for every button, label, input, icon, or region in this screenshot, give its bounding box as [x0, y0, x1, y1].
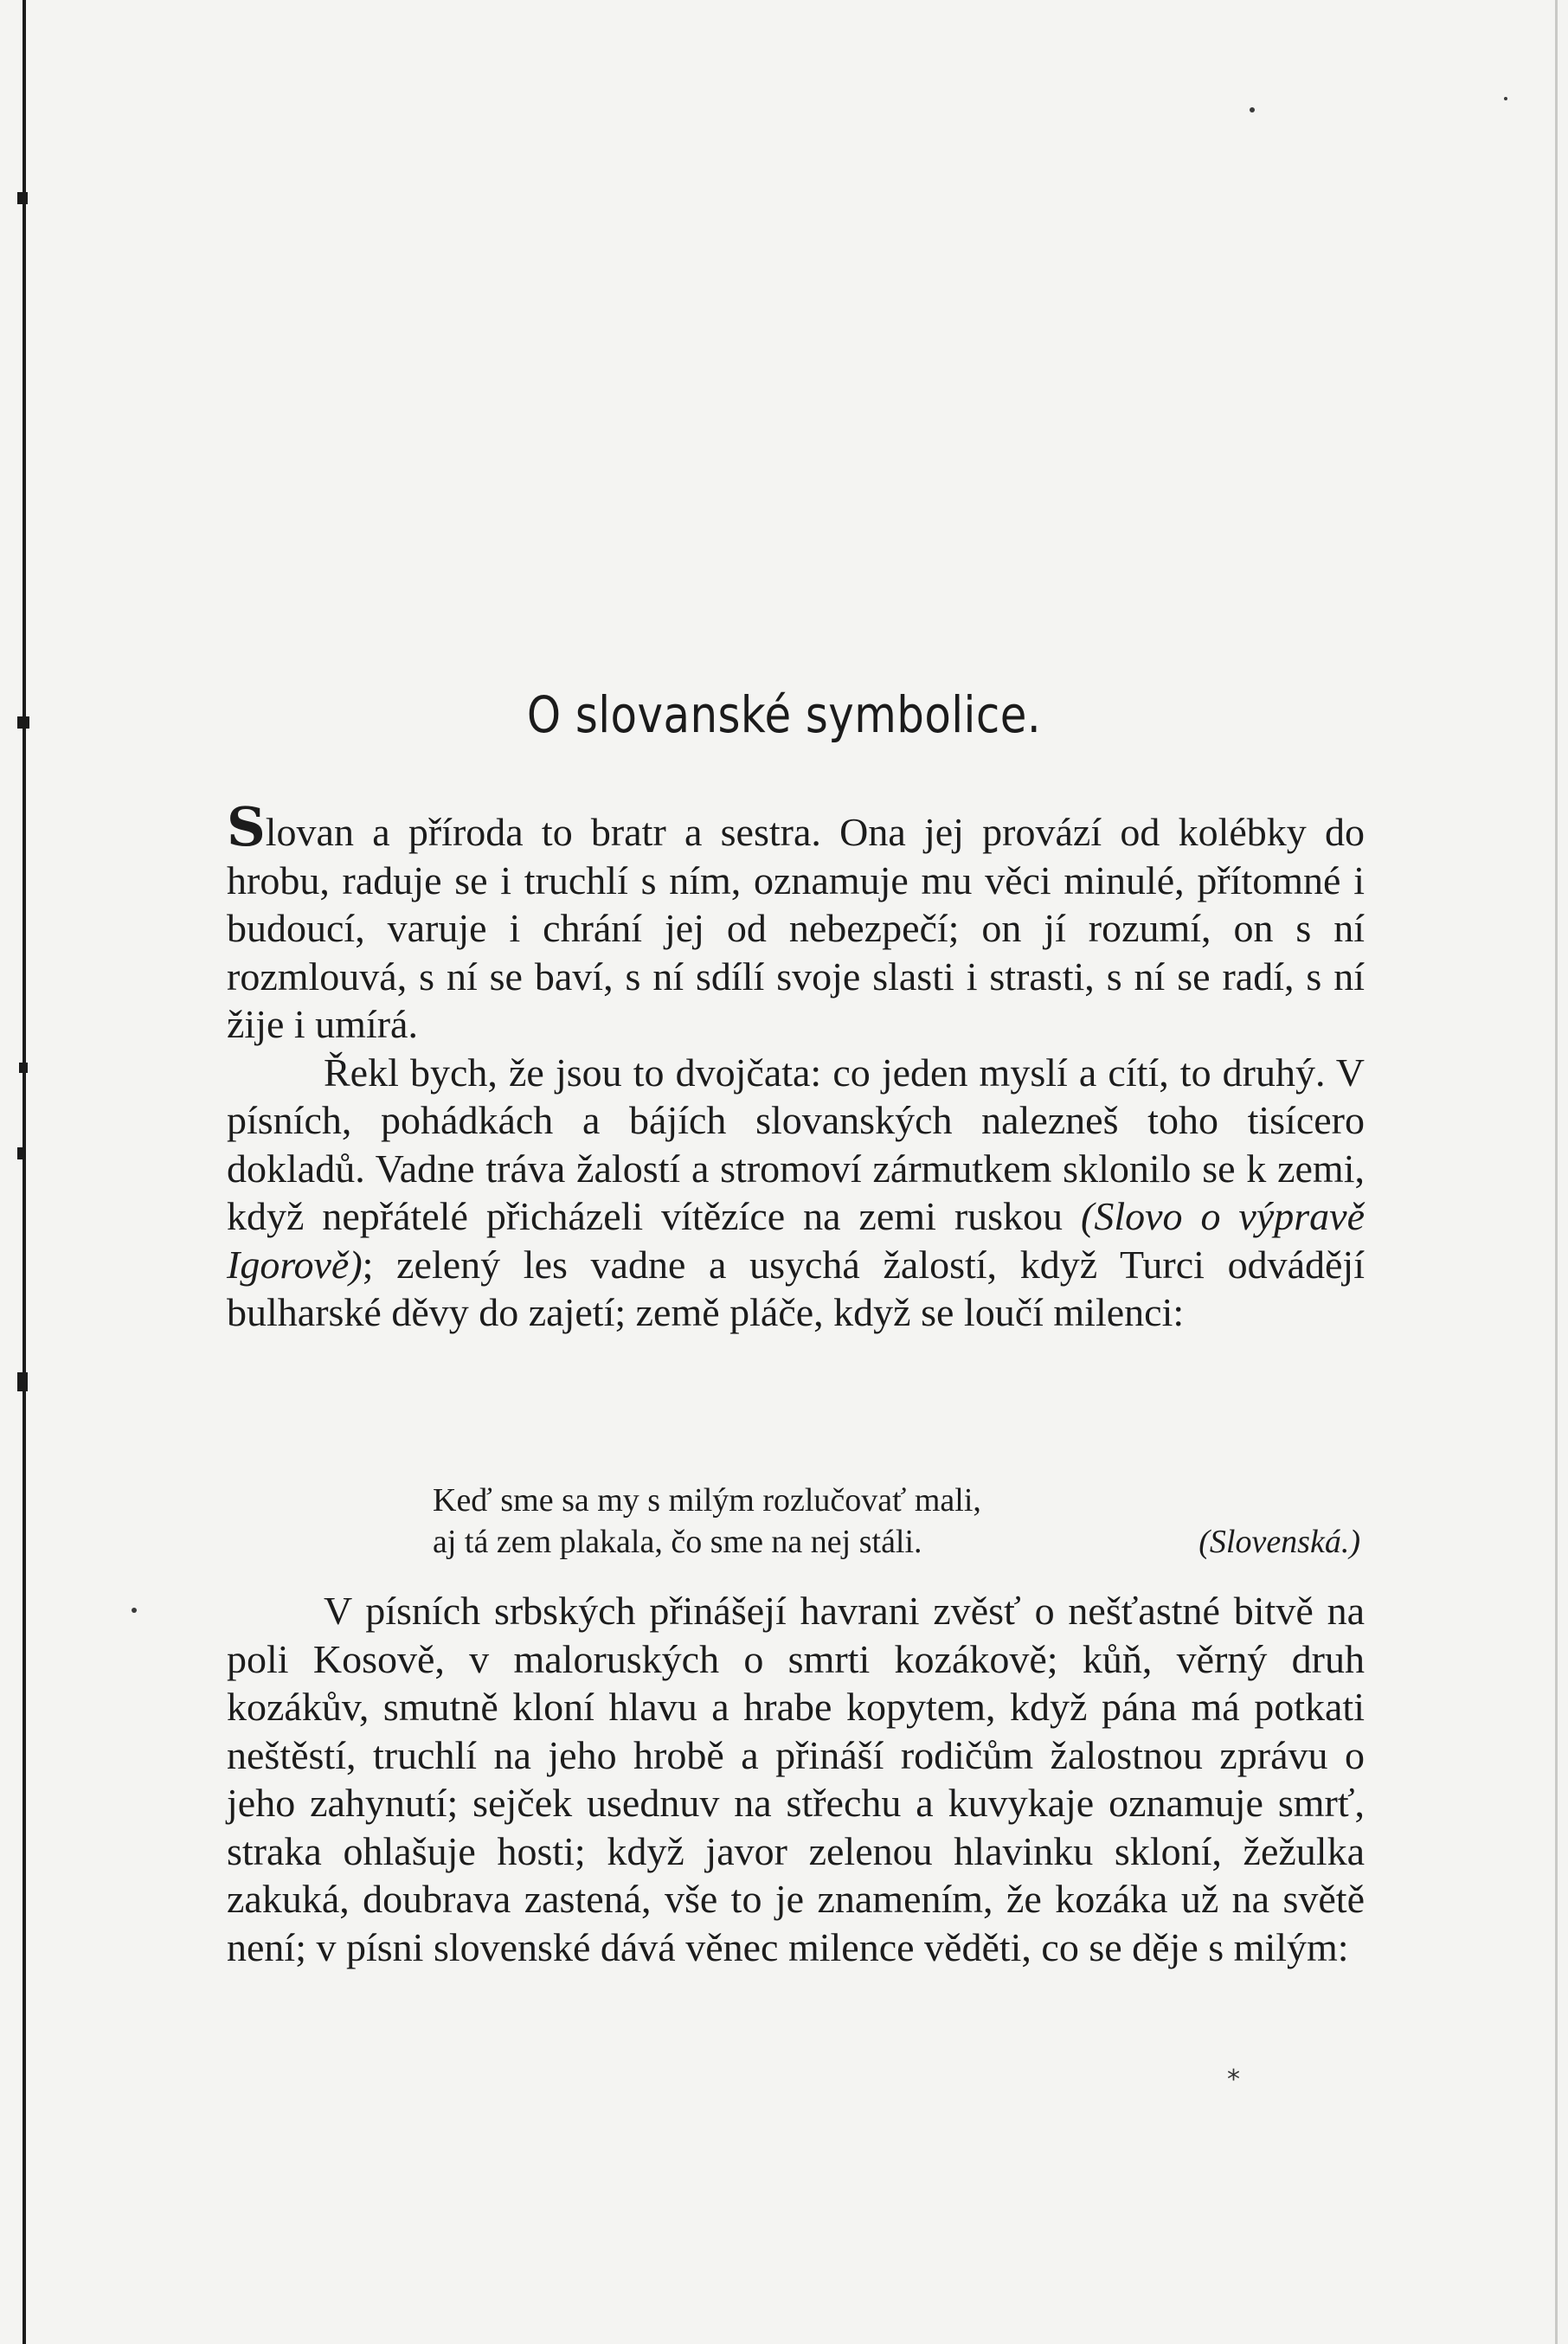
speck [1504, 97, 1507, 100]
paragraph-2 [227, 1049, 1365, 1337]
body-text-upper [227, 795, 1365, 1337]
paragraph-1-text: lovan a příroda to bratr a sestra. Ona jej provází od kolébky do hrobu, raduje se i truchlí s ním, oznamuje mu věci minulé, přítomné i budoucí, varuje i chrání jej od nebezpečí; on jí rozumí, on s ní rozmlouvá, s ní se baví, s ní sdílí svoje slasti i strasti, s ní se radí, s ní žije i umírá. [227, 810, 1365, 1046]
binding-mark [19, 1063, 28, 1073]
page-title: O slovanské symbolice. [526, 685, 1042, 744]
paragraph-2-text-before: Řekl bych, že jsou to dvojčata: co jeden myslí a cítí, to druhý. V písních, pohádkách a bájích slovanských nalezneš toho tisícero dokladů. Vadne tráva žalostí a stromoví zármutkem sklonilo se k zemi, když nepřátelé přicházeli vítězíce na zemi ruskou [227, 1050, 1365, 1238]
verse-source: (Slovenská.) [1198, 1524, 1360, 1560]
footer-asterisk: * [1227, 2065, 1240, 2095]
speck [132, 1608, 137, 1613]
citation: (Slovo o výpravě Igorově) [227, 1194, 1365, 1287]
verse-line-2-text: aj tá zem plakala, čo sme na nej stáli. [433, 1524, 922, 1560]
verse-block [433, 1480, 1367, 1563]
binding-mark [17, 1372, 28, 1391]
verse-line-2 [433, 1521, 1367, 1563]
body-text-lower [227, 1587, 1365, 1971]
binding-edge [22, 0, 26, 2344]
paragraph-3: V písních srbských přinášejí havrani zvěsť o nešťastné bitvě na poli Kosově, v maloruských o smrti kozákově; kůň, věrný druh kozákův, smutně kloní hlavu a hrabe kopytem, když pána má potkati neštěstí, truchlí na jeho hrobě a přináší rodičům žalostnou zprávu o jeho zahynutí; sejček usednuv na střechu a kuvykaje oznamuje smrť, straka ohlašuje hosti; když javor zelenou hlavinku skloní, žežulka zakuká, doubrava zastená, vše to je znamením, že kozáka už na světě není; v písni slovenské dává věnec milence věděti, co se děje s milým: [227, 1589, 1365, 1969]
binding-mark [17, 1147, 26, 1159]
paragraph-1 [227, 795, 1365, 1049]
binding-mark [17, 716, 29, 729]
page-right-edge [1555, 0, 1558, 2344]
verse-line-1: Keď sme sa my s milým rozlučovať mali, [433, 1482, 981, 1519]
drop-cap: S [227, 795, 266, 858]
paragraph-2-text-after: ; zelený les vadne a usychá žalostí, když Turci odvádějí bulharské děvy do zajetí; země pláče, když se loučí milenci: [227, 1242, 1365, 1334]
speck [1250, 107, 1255, 112]
binding-mark [17, 192, 28, 204]
